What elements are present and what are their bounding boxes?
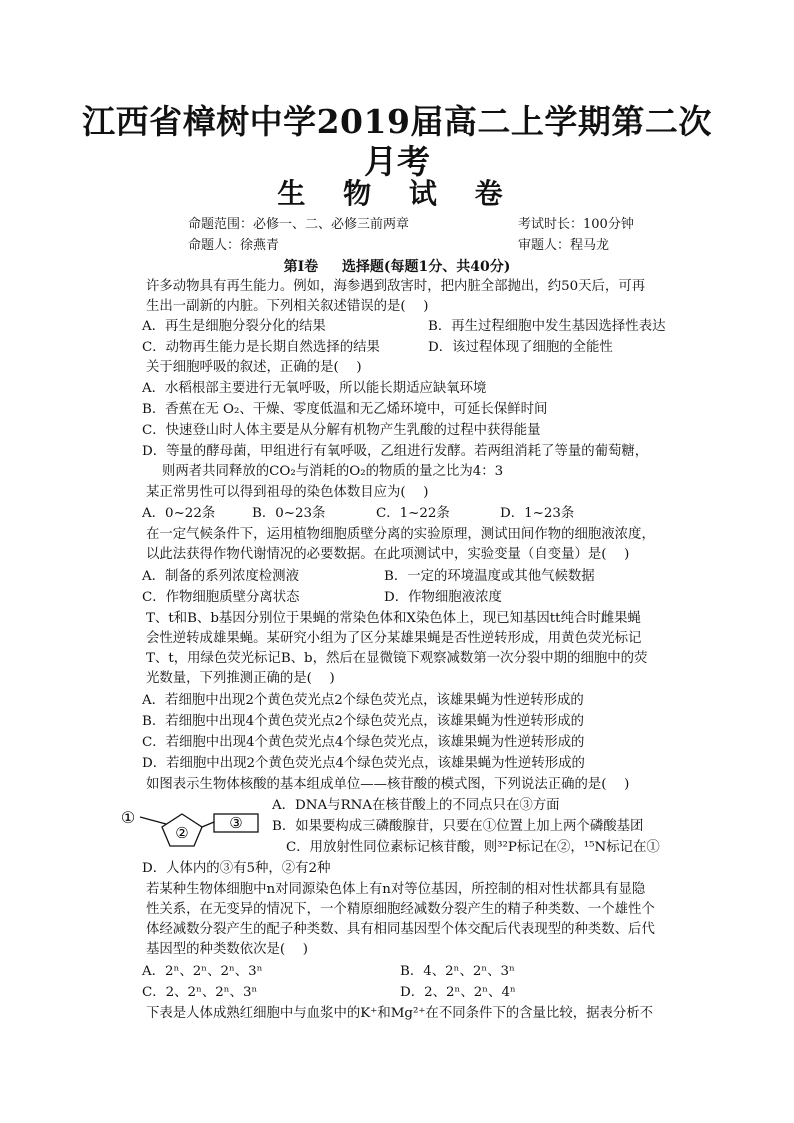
question-4-option-a: A．制备的系列浓度检测液	[142, 569, 299, 584]
question-6-option-d: D．人体内的③有5种，②有2种	[142, 861, 331, 876]
pentose-label: ②	[175, 824, 189, 842]
question-2-option-c: C．快速登山时人体主要是从分解有机物产生乳酸的过程中获得能量	[142, 423, 541, 438]
question-6-option-a: A．DNA与RNA在核苷酸上的不同点只在③方面	[272, 798, 560, 813]
question-4-option-c: C．作物细胞质壁分离状态	[142, 590, 300, 605]
question-7-option-d: D．2、2ⁿ、2ⁿ、4ⁿ	[400, 985, 516, 1000]
question-3-option-c: C．1~22条	[376, 506, 450, 521]
question-5-option-c: C．若细胞中出现4个黄色荧光点4个绿色荧光点，该雄果蝇为性逆转形成的	[142, 735, 585, 750]
question-5-option-d: D．若细胞中出现2个黄色荧光点4个绿色荧光点，该雄果蝇为性逆转形成的	[142, 756, 585, 771]
question-3-option-d: D．1~23条	[500, 506, 575, 521]
question-1-stem: 许多动物具有再生能力。例如，海参遇到敌害时，把内脏全部抛出，约50天后，可再	[146, 279, 646, 294]
question-1-option-b: B．再生过程细胞中发生基因选择性表达	[428, 319, 666, 334]
question-1-stem: 生出一副新的内脏。下列相关叙述错误的是( )	[146, 299, 429, 314]
base-bond	[202, 822, 214, 827]
question-7-option-b: B．4、2ⁿ、2ⁿ、3ⁿ	[400, 964, 515, 979]
exam-title: 江西省樟树中学2019届高二上学期第二次	[82, 102, 712, 141]
question-6-option-c: C．用放射性同位素标记核苷酸，则³²P标记在②，¹⁵N标记在①	[286, 840, 660, 855]
question-4-option-d: D．作物细胞液浓度	[384, 590, 502, 605]
question-4-stem: 在一定气候条件下，运用植物细胞质壁分离的实验原理，测试田间作物的细胞液浓度，	[146, 527, 655, 542]
section-heading: 第Ⅰ卷 选择题(每题1分、共40分)	[283, 259, 511, 275]
nucleotide-diagram	[116, 800, 276, 850]
phosphate-label: ①	[120, 808, 136, 827]
question-7-stem: 性关系，在无变异的情况下，一个精原细胞经减数分裂产生的精子种类数、一个雄性个	[146, 902, 655, 917]
exam-title-continued: 月考	[364, 142, 430, 181]
question-2-stem: 关于细胞呼吸的叙述，正确的是( )	[146, 360, 362, 375]
question-1-option-a: A．再生是细胞分裂分化的结果	[142, 319, 326, 334]
question-5-stem: T、t，用绿色荧光标记B、b，然后在显微镜下观察减数第一次分裂中期的细胞中的荧	[146, 651, 648, 666]
question-5-option-a: A．若细胞中出现2个黄色荧光点2个绿色荧光点，该雄果蝇为性逆转形成的	[142, 693, 584, 708]
question-5-stem: 会性逆转成雄果蝇。某研究小组为了区分某雄果蝇是否性逆转形成，用黄色荧光标记	[146, 631, 642, 646]
question-7-stem: 若某种生物体细胞中n对同源染色体上有n对等位基因，所控制的相对性状都具有显隐	[146, 882, 646, 897]
question-3-option-a: A．0~22条	[142, 506, 216, 521]
question-7-stem: 基因型的种类数依次是( )	[146, 942, 309, 957]
question-6-stem: 如图表示生物体核酸的基本组成单位——核苷酸的模式图，下列说法正确的是( )	[146, 777, 630, 792]
exam-author: 命题人：徐燕青	[188, 238, 280, 253]
exam-subtitle: 生 物 试 卷	[277, 177, 517, 210]
question-2-option-b: B．香蕉在无 O₂、干燥、零度低温和无乙烯环境中，可延长保鲜时间	[142, 402, 548, 417]
question-3-option-b: B．0~23条	[252, 506, 326, 521]
question-4-option-b: B．一定的环境温度或其他气候数据	[384, 569, 595, 584]
question-1-option-c: C．动物再生能力是长期自然选择的结果	[142, 340, 380, 355]
question-2-option-a: A．水稻根部主要进行无氧呼吸，所以能长期适应缺氧环境	[142, 381, 487, 396]
question-3-stem: 某正常男性可以得到祖母的染色体数目应为( )	[146, 485, 429, 500]
question-6-option-b: B．如果要构成三磷酸腺苷，只要在①位置上加上两个磷酸基团	[272, 819, 644, 834]
question-7-option-a: A．2ⁿ、2ⁿ、2ⁿ、3ⁿ	[142, 964, 263, 979]
exam-reviewer: 审题人：程马龙	[518, 238, 610, 253]
question-2-option-d-continued: 则两者共同释放的CO₂与消耗的O₂的物质的量之比为4：3	[162, 464, 504, 479]
exam-duration: 考试时长：100分钟	[518, 217, 634, 232]
question-4-stem: 以此法获得作物代谢情况的必要数据。在此项测试中，实验变量（自变量）是( )	[146, 547, 630, 562]
question-7-option-c: C．2、2ⁿ、2ⁿ、3ⁿ	[142, 985, 258, 1000]
question-5-stem: 光数量，下列推测正确的是( )	[146, 671, 335, 686]
question-2-option-d: D．等量的酵母菌，甲组进行有氧呼吸，乙组进行发酵。若两组消耗了等量的葡萄糖，	[142, 444, 649, 459]
question-5-option-b: B．若细胞中出现4个黄色荧光点2个绿色荧光点，该雄果蝇为性逆转形成的	[142, 714, 584, 729]
question-7-stem: 体经减数分裂产生的配子种类数、具有相同基因型个体交配后代表现型的种类数、后代	[146, 922, 655, 937]
phosphate-bond	[140, 817, 166, 824]
base-label: ③	[229, 814, 243, 832]
question-8-stem: 下表是人体成熟红细胞中与血浆中的K⁺和Mg²⁺在不同条件下的含量比较，据表分析不	[146, 1006, 654, 1021]
question-1-option-d: D．该过程体现了细胞的全能性	[428, 340, 613, 355]
exam-scope: 命题范围：必修一、二、必修三前两章	[188, 217, 410, 232]
question-5-stem: T、t和B、b基因分别位于果蝇的常染色体和X染色体上，现已知基因tt纯合时雌果蝇	[146, 611, 641, 626]
